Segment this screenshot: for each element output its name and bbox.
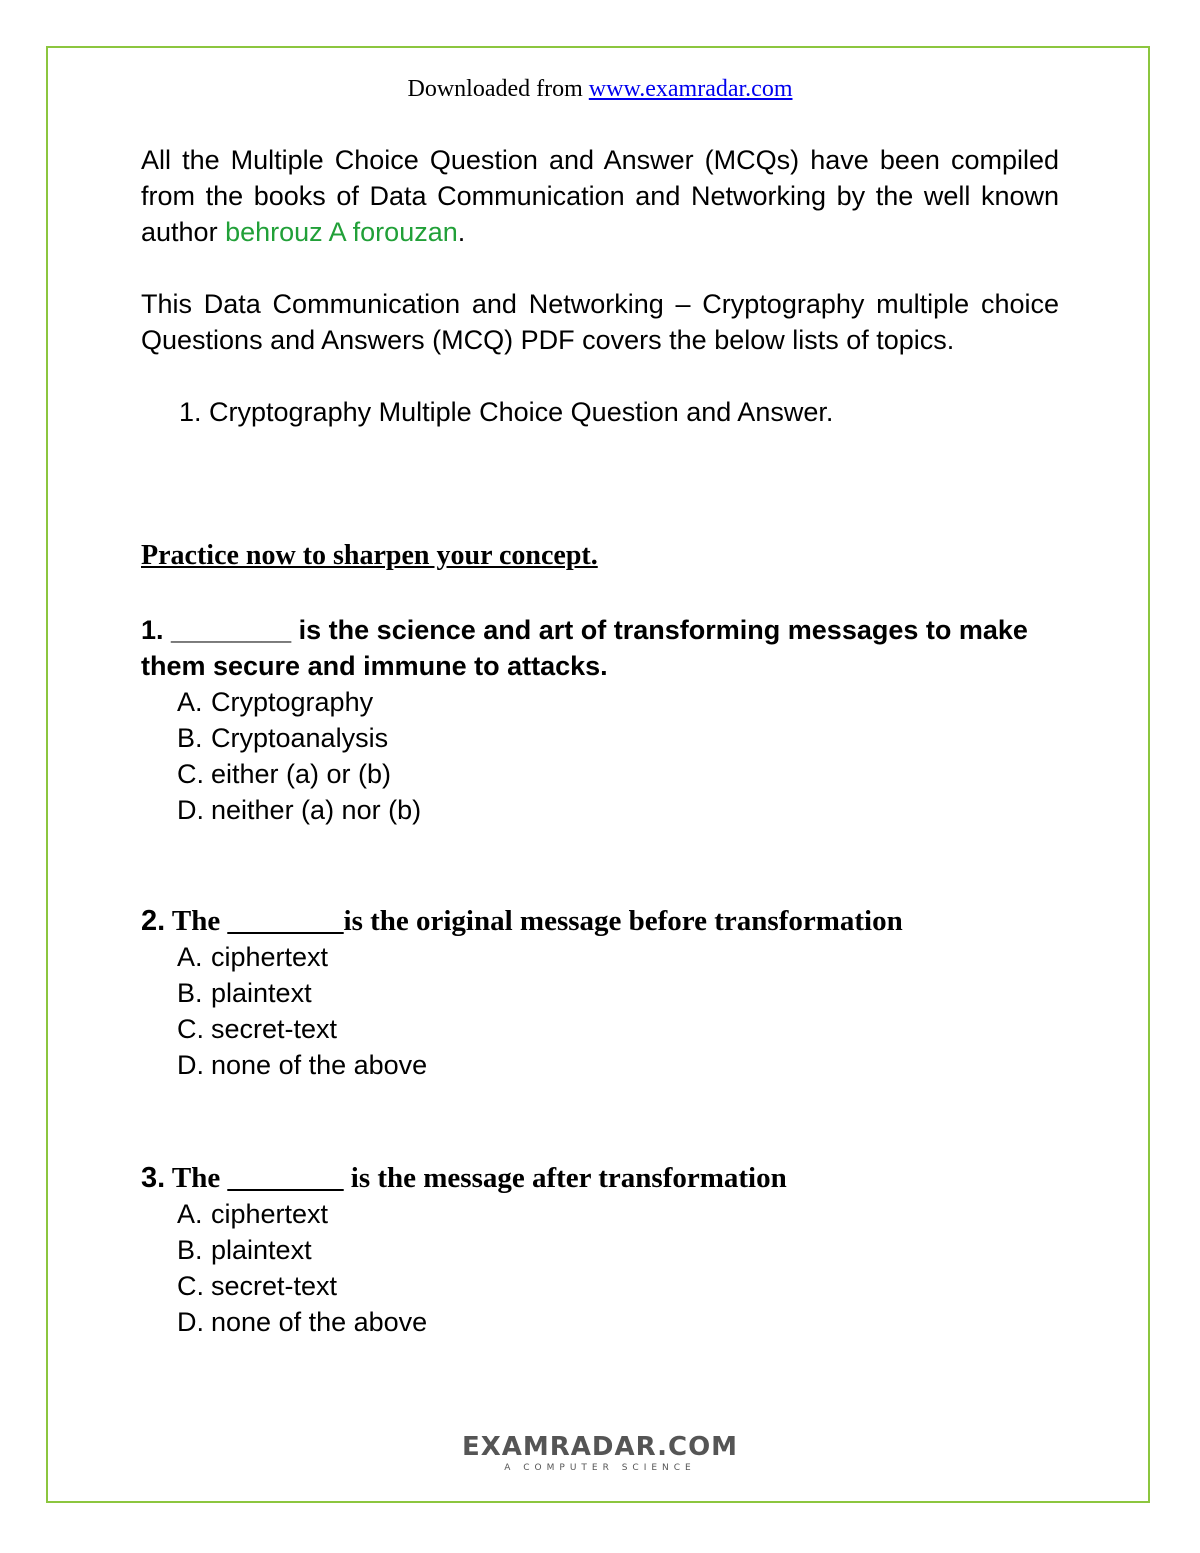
header-prefix: Downloaded from	[407, 76, 583, 102]
option-d	[177, 1304, 1059, 1340]
option-a	[177, 684, 1059, 720]
question-3	[141, 1160, 1059, 1340]
question-text: ________ is the science and art of transforming messages to make them secure and immune to attacks.	[141, 615, 1028, 681]
option-b	[177, 720, 1059, 756]
option-text: plaintext	[211, 978, 312, 1008]
intro-paragraph-2: This Data Communication and Networking – Cryptography multiple choice Questions and Answers (MCQ) PDF covers the below lists of topics.	[141, 289, 1059, 355]
option-c	[177, 756, 1059, 792]
option-letter: D.	[177, 1307, 204, 1337]
option-letter: B.	[177, 1235, 203, 1265]
option-text: ciphertext	[211, 1199, 329, 1229]
examradar-logo	[0, 1432, 1200, 1474]
intro-section	[141, 142, 1059, 430]
topic-item: 1. Cryptography Multiple Choice Question and Answer.	[179, 397, 834, 427]
examradar-link[interactable]: www.examradar.com	[588, 76, 793, 102]
option-a	[177, 1196, 1059, 1232]
option-d	[177, 792, 1059, 828]
option-letter: A.	[177, 1199, 203, 1229]
question-stem	[141, 612, 1059, 684]
author-name: behrouz A forouzan	[225, 217, 458, 247]
intro-text: All the Multiple Choice Question and Answer (MCQs) have been compiled from the books of Data Communication and Networking by the well known author	[141, 145, 1059, 247]
question-number: 3.	[141, 1162, 166, 1194]
question-text: The ________ is the message after transformation	[165, 1162, 787, 1194]
option-c	[177, 1268, 1059, 1304]
question-stem	[141, 903, 1059, 939]
options-list	[141, 684, 1059, 828]
option-text: none of the above	[211, 1050, 428, 1080]
download-header	[0, 75, 1200, 103]
question-number: 1.	[141, 615, 164, 645]
option-b	[177, 1232, 1059, 1268]
option-d	[177, 1047, 1059, 1083]
option-text: none of the above	[211, 1307, 428, 1337]
option-letter: A.	[177, 942, 203, 972]
option-text: Cryptoanalysis	[211, 723, 389, 753]
option-a	[177, 939, 1059, 975]
option-letter: B.	[177, 723, 203, 753]
option-text: plaintext	[211, 1235, 312, 1265]
option-letter: C.	[177, 1014, 204, 1044]
logo-main-text: EXAMRADAR.COM	[461, 1432, 739, 1462]
question-2	[141, 903, 1059, 1083]
option-b	[177, 975, 1059, 1011]
option-letter: B.	[177, 978, 203, 1008]
option-letter: D.	[177, 1050, 204, 1080]
option-letter: C.	[177, 759, 204, 789]
logo-sub-text: A COMPUTER SCIENCE	[504, 1463, 696, 1473]
question-1	[141, 612, 1059, 828]
topic-list	[141, 394, 1059, 430]
option-letter: D.	[177, 795, 204, 825]
option-text: either (a) or (b)	[211, 759, 392, 789]
option-text: neither (a) nor (b)	[211, 795, 422, 825]
option-letter: C.	[177, 1271, 204, 1301]
intro-period: .	[457, 217, 466, 247]
intro-paragraph-1	[141, 142, 1059, 250]
question-stem	[141, 1160, 1059, 1196]
question-text: The ________is the original message before transformation	[165, 905, 903, 937]
option-text: secret-text	[211, 1271, 338, 1301]
option-text: ciphertext	[211, 942, 329, 972]
question-number: 2.	[141, 905, 166, 937]
options-list	[141, 939, 1059, 1083]
option-text: Cryptography	[211, 687, 374, 717]
option-c	[177, 1011, 1059, 1047]
options-list	[141, 1196, 1059, 1340]
option-text: secret-text	[211, 1014, 338, 1044]
option-letter: A.	[177, 687, 203, 717]
section-heading: Practice now to sharpen your concept.	[141, 540, 598, 571]
